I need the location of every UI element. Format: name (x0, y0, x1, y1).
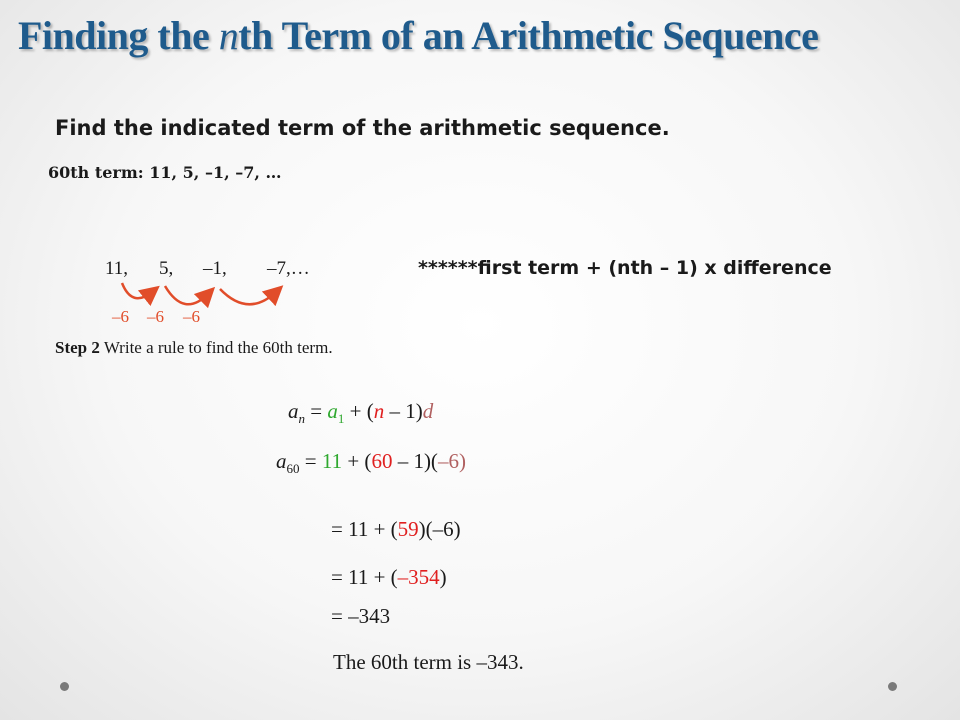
simplify-step-2 (331, 565, 447, 590)
step-2 (55, 338, 333, 358)
arc-arrow-3 (220, 289, 276, 304)
rule-d: d (422, 399, 434, 423)
rule-a1: a (327, 399, 338, 423)
step4-tail: ) (439, 565, 447, 589)
sub-equals: = (299, 449, 322, 473)
step4-lead: = 11 + ( (331, 565, 398, 589)
sub-first-term: 11 (321, 449, 343, 473)
rule-a: a (288, 399, 299, 423)
rule-sub-n: n (298, 411, 306, 427)
step3-lead: = 11 + ( (331, 517, 398, 541)
sub-close: ) (458, 449, 466, 473)
sequence-term-1: 11, (105, 258, 129, 279)
difference-label-3: –6 (183, 307, 200, 326)
slide-dot-left (60, 682, 69, 691)
substituted-rule (276, 449, 466, 477)
general-rule (288, 399, 433, 427)
step4-value: –354 (397, 565, 440, 589)
slide-dot-right (888, 682, 897, 691)
problem-statement: 60th term: 11, 5, –1, –7, … (48, 163, 282, 182)
sequence-term-4: –7,… (267, 258, 310, 279)
rule-minus-one: – 1) (384, 399, 423, 423)
arc-arrow-1 (122, 283, 152, 298)
step3-value: 59 (397, 517, 419, 541)
instruction-text: Find the indicated term of the arithmetic sequence. (55, 116, 670, 140)
final-answer: The 60th term is –343. (333, 650, 524, 674)
step-text: Write a rule to find the 60th term. (99, 338, 333, 357)
step3-tail: )(–6) (418, 517, 461, 541)
rule-n: n (373, 399, 385, 423)
difference-label-2: –6 (147, 307, 164, 326)
sub-60: 60 (286, 461, 300, 477)
difference-label-1: –6 (112, 307, 129, 326)
sequence-term-3: –1, (203, 258, 227, 279)
formula-note: ******first term + (nth – 1) x difference (418, 257, 832, 279)
arc-arrow-2 (165, 286, 208, 304)
step-label: Step 2 (55, 338, 100, 357)
sub-difference: –6 (437, 449, 459, 473)
rule-sub-1: 1 (337, 411, 345, 427)
sub-plus: + ( (342, 449, 372, 473)
rule-equals: = (305, 399, 328, 423)
title-text-italic: n (218, 13, 239, 58)
sub-a: a (276, 449, 287, 473)
sub-minus-one: – 1)( (392, 449, 438, 473)
rule-plus: + ( (344, 399, 374, 423)
title-text-before: Finding the (18, 13, 219, 58)
sequence-term-2: 5, (159, 258, 174, 279)
sub-n-value: 60 (371, 449, 393, 473)
simplify-step-3: = –343 (331, 604, 391, 628)
title-text-after: th Term of an Arithmetic Sequence (238, 13, 819, 58)
simplify-step-1 (331, 517, 461, 542)
